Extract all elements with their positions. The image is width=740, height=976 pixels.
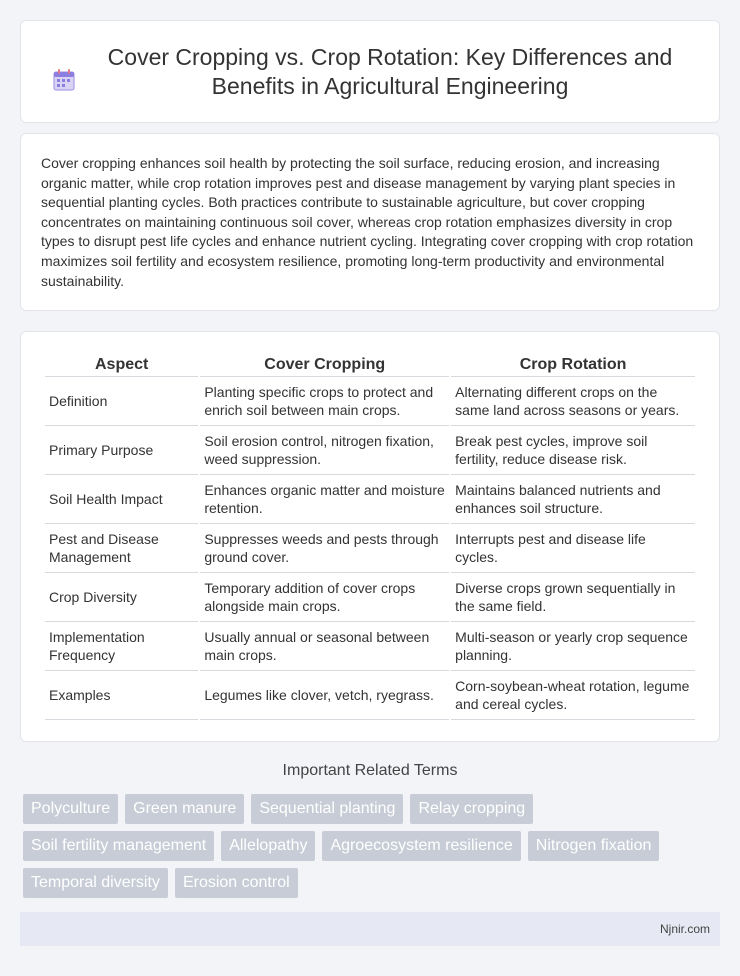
header-crop-rotation: Crop Rotation <box>451 352 695 377</box>
row-crop-rotation: Multi-season or yearly crop sequence planning. <box>451 622 695 671</box>
header-aspect: Aspect <box>45 352 198 377</box>
table-row <box>45 573 695 622</box>
related-terms-tags <box>23 794 723 905</box>
row-crop-rotation: Corn-soybean-wheat rotation, legume and cereal cycles. <box>451 671 695 720</box>
row-cover-cropping: Planting specific crops to protect and enrich soil between main crops. <box>200 377 449 426</box>
tag-agroecosystem-resilience[interactable]: Agroecosystem resilience <box>322 831 520 861</box>
row-crop-rotation: Diverse crops grown sequentially in the same field. <box>451 573 695 622</box>
title-card <box>20 20 720 123</box>
table-row <box>45 524 695 573</box>
row-aspect: Definition <box>45 377 198 426</box>
row-cover-cropping: Usually annual or seasonal between main crops. <box>200 622 449 671</box>
table-row <box>45 622 695 671</box>
intro-card <box>20 133 720 311</box>
row-cover-cropping: Enhances organic matter and moisture retention. <box>200 475 449 524</box>
table-row <box>45 426 695 475</box>
comparison-table-card <box>20 331 720 742</box>
tag-green-manure[interactable]: Green manure <box>125 794 244 824</box>
tag-soil-fertility-management[interactable]: Soil fertility management <box>23 831 214 861</box>
row-cover-cropping: Temporary addition of cover crops alongside main crops. <box>200 573 449 622</box>
comparison-table <box>43 352 697 720</box>
page-title: Cover Cropping vs. Crop Rotation: Key Differences and Benefits in Agricultural Engineering <box>107 43 673 99</box>
row-aspect: Soil Health Impact <box>45 475 198 524</box>
related-terms-title: Important Related Terms <box>282 762 458 779</box>
footer <box>20 912 720 946</box>
row-aspect: Pest and Disease Management <box>45 524 198 573</box>
row-aspect: Implementation Frequency <box>45 622 198 671</box>
tag-erosion-control[interactable]: Erosion control <box>175 868 298 898</box>
table-row <box>45 671 695 720</box>
table-header-row <box>45 352 695 377</box>
row-cover-cropping: Soil erosion control, nitrogen fixation, weed suppression. <box>200 426 449 475</box>
row-aspect: Examples <box>45 671 198 720</box>
calendar-icon <box>51 67 77 93</box>
intro-paragraph: Cover cropping enhances soil health by protecting the soil surface, reducing erosion, and increasing organic matter, while crop rotation improves pest and disease management by varying plant species in sequential planting cycles. Both practices contribute to sustainable agriculture, but cover cropping concentrates on maintaining continuous soil cover, whereas crop rotation emphasizes diversity in crop types to disrupt pest life cycles and enhance nutrient cycling. Integrating cover cropping with crop rotation maximizes soil fertility and ecosystem resilience, promoting long-term productivity and environmental sustainability. <box>41 155 694 289</box>
row-cover-cropping: Suppresses weeds and pests through ground cover. <box>200 524 449 573</box>
row-crop-rotation: Alternating different crops on the same land across seasons or years. <box>451 377 695 426</box>
tag-nitrogen-fixation[interactable]: Nitrogen fixation <box>528 831 660 861</box>
tag-allelopathy[interactable]: Allelopathy <box>221 831 315 861</box>
header-cover-cropping: Cover Cropping <box>200 352 449 377</box>
table-row <box>45 377 695 426</box>
row-crop-rotation: Break pest cycles, improve soil fertility, reduce disease risk. <box>451 426 695 475</box>
tag-polyculture[interactable]: Polyculture <box>23 794 118 824</box>
row-crop-rotation: Interrupts pest and disease life cycles. <box>451 524 695 573</box>
row-aspect: Primary Purpose <box>45 426 198 475</box>
tag-temporal-diversity[interactable]: Temporal diversity <box>23 868 168 898</box>
tag-sequential-planting[interactable]: Sequential planting <box>251 794 403 824</box>
row-crop-rotation: Maintains balanced nutrients and enhances soil structure. <box>451 475 695 524</box>
row-cover-cropping: Legumes like clover, vetch, ryegrass. <box>200 671 449 720</box>
row-aspect: Crop Diversity <box>45 573 198 622</box>
footer-site-link[interactable]: Njnir.com <box>659 922 710 936</box>
tag-relay-cropping[interactable]: Relay cropping <box>410 794 533 824</box>
table-row <box>45 475 695 524</box>
